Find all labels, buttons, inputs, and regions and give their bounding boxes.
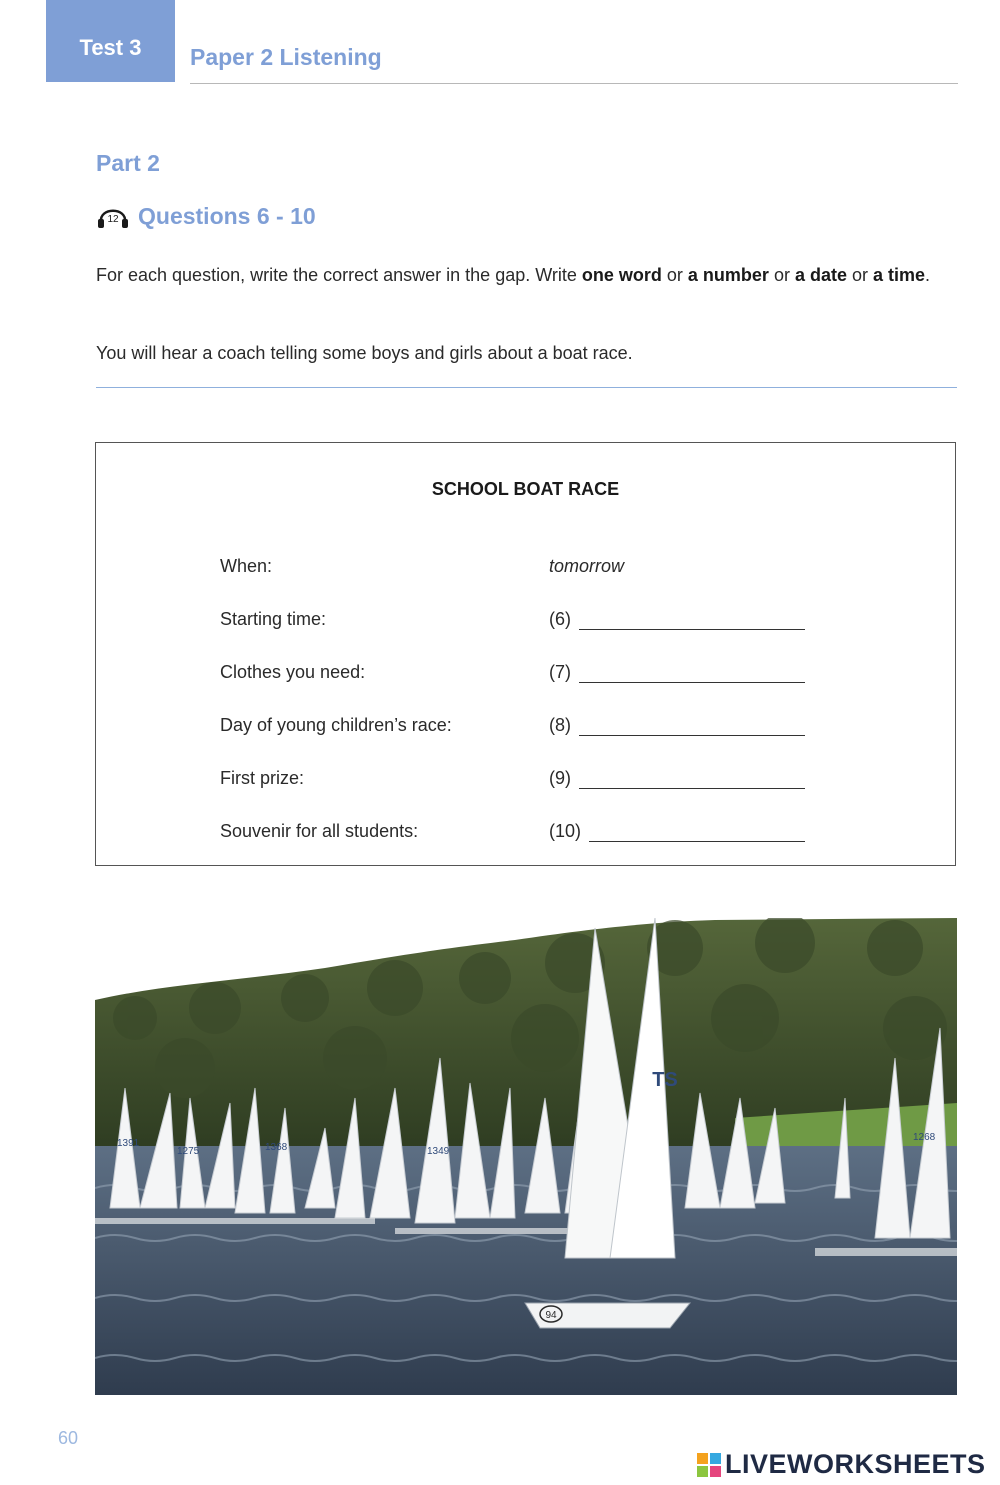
form-label: Starting time: [220,609,327,629]
form-row-young-race-day [220,715,840,745]
logo-tile-icon [697,1453,721,1477]
test-tab-label: Test 3 [79,35,142,60]
form-row-clothes [220,662,840,692]
question-number: (8) [549,715,571,735]
sailing-race-photo [95,918,957,1395]
answer-blank-7[interactable] [579,666,805,683]
paper-title: Paper 2 Listening [190,44,382,70]
page-number: 60 [58,1428,79,1448]
sail-number: 1368 [265,1142,288,1153]
form-label: First prize: [220,768,305,788]
context-sentence: You will hear a coach telling some boys and girls about a boat race. [96,343,633,363]
answer-blank-8[interactable] [579,719,805,736]
form-label: Clothes you need: [220,662,366,682]
notes-form [95,442,956,866]
form-label: Day of young children’s race: [220,715,452,735]
form-title: SCHOOL BOAT RACE [431,479,620,499]
form-row-souvenir [220,821,840,851]
answer-blank-9[interactable] [579,772,805,789]
answer-blank-10[interactable] [589,825,805,842]
sail-number: 94 [545,1310,557,1321]
form-row-when [220,556,840,586]
questions-title: Questions 6 - 10 [138,202,316,229]
answer-blank-6[interactable] [579,613,805,630]
form-label: When: [220,556,273,576]
sail-number: 1275 [177,1146,200,1157]
sail-number: 1349 [427,1146,450,1157]
questions-heading [96,201,316,231]
headphones-icon[interactable] [96,201,130,231]
test-tab [46,0,175,82]
instructions: For each question, write the correct answer in the gap. Write one word or a number or a date or a time. [96,265,931,285]
form-row-first-prize [220,768,840,798]
track-number: 12 [107,214,119,225]
sailboats-illustration [95,918,957,1395]
sail-number: 1268 [913,1132,936,1143]
given-answer: tomorrow [549,556,625,576]
part-title: Part 2 [96,150,160,176]
liveworksheets-logo[interactable] [697,1449,986,1480]
question-number: (6) [549,609,571,629]
sail-number: TS [652,1069,678,1091]
header-divider [190,83,958,84]
section-divider [96,387,957,388]
question-number: (9) [549,768,571,788]
form-row-starting-time [220,609,840,639]
form-label: Souvenir for all students: [220,821,419,841]
question-number: (7) [549,662,571,682]
question-number: (10) [549,821,582,841]
sail-number: 1391 [117,1138,140,1149]
logo-text: LIVEWORKSHEETS [725,1449,986,1479]
